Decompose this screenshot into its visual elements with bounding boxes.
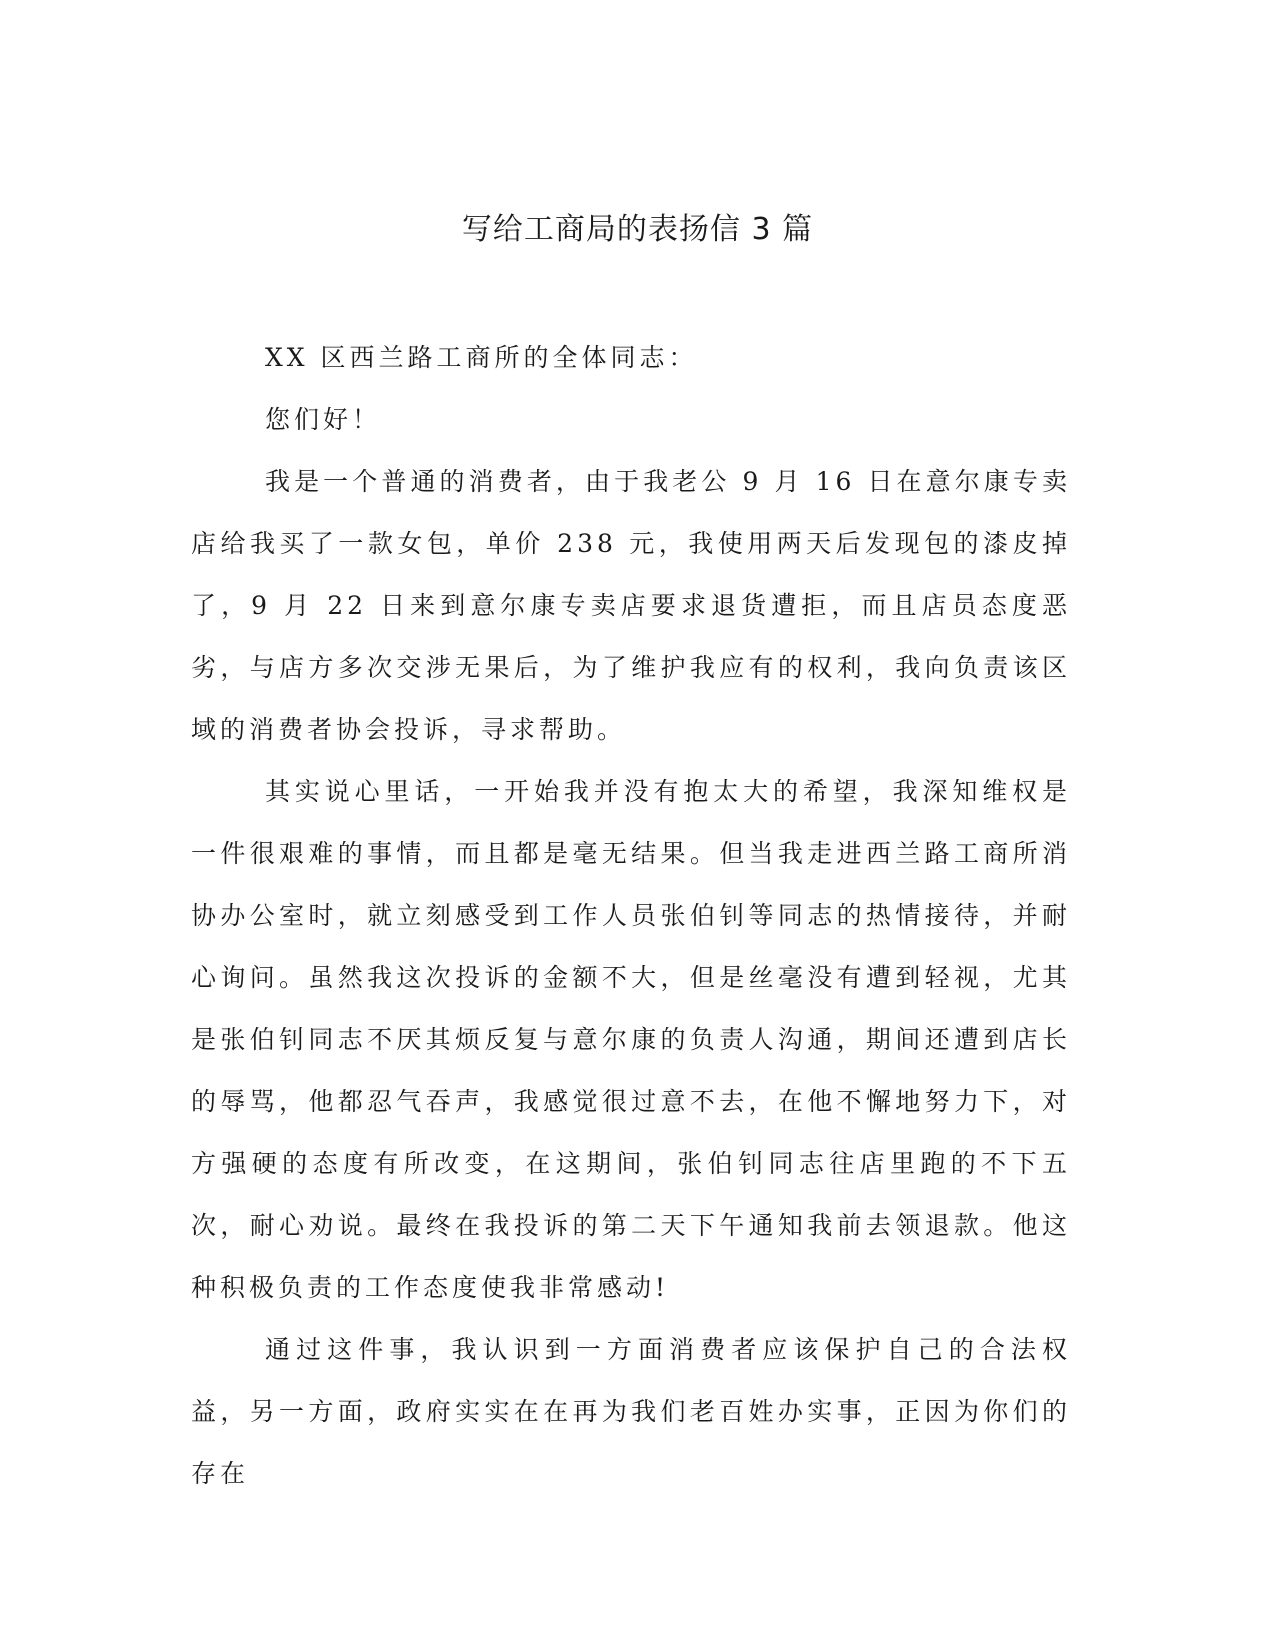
body-paragraph: 通过这件事，我认识到一方面消费者应该保护自己的合法权益，另一方面，政府实实在在再为我们老百姓办实事，正因为你们的存在: [191, 1335, 1071, 1488]
body-paragraph: 其实说心里话，一开始我并没有抱太大的希望，我深知维权是一件很艰难的事情，而且都是毫无结果。但当我走进西兰路工商所消协办公室时，就立刻感受到工作人员张伯钊等同志的热情接待，并耐心询问。虽然我这次投诉的金额不大，但是丝毫没有遭到轻视，尤其是张伯钊同志不厌其烦反复与意尔康的负责人沟通，期间还遭到店长的辱骂，他都忍气吞声，我感觉很过意不去，在他不懈地努力下，对方强硬的态度有所改变，在这期间，张伯钊同志往店里跑的不下五次，耐心劝说。最终在我投诉的第二天下午通知我前去领退款。他这种积极负责的工作态度使我非常感动!: [191, 777, 1071, 1302]
document-title: 写给工商局的表扬信 3 篇: [461, 212, 814, 247]
body-paragraph: 我是一个普通的消费者，由于我老公 9 月 16 日在意尔康专卖店给我买了一款女包，单价 238 元，我使用两天后发现包的漆皮掉了，9 月 22 日来到意尔康专卖店要求退货遭拒，而且店员态度恶劣，与店方多次交涉无果后，为了维护我应有的权利，我向负责该区域的消费者协会投诉，寻求帮助。: [191, 467, 1071, 744]
document-body: [191, 327, 1071, 1505]
salutation-paragraph: XX 区西兰路工商所的全体同志：: [265, 343, 698, 372]
greeting-paragraph: 您们好！: [265, 405, 382, 434]
